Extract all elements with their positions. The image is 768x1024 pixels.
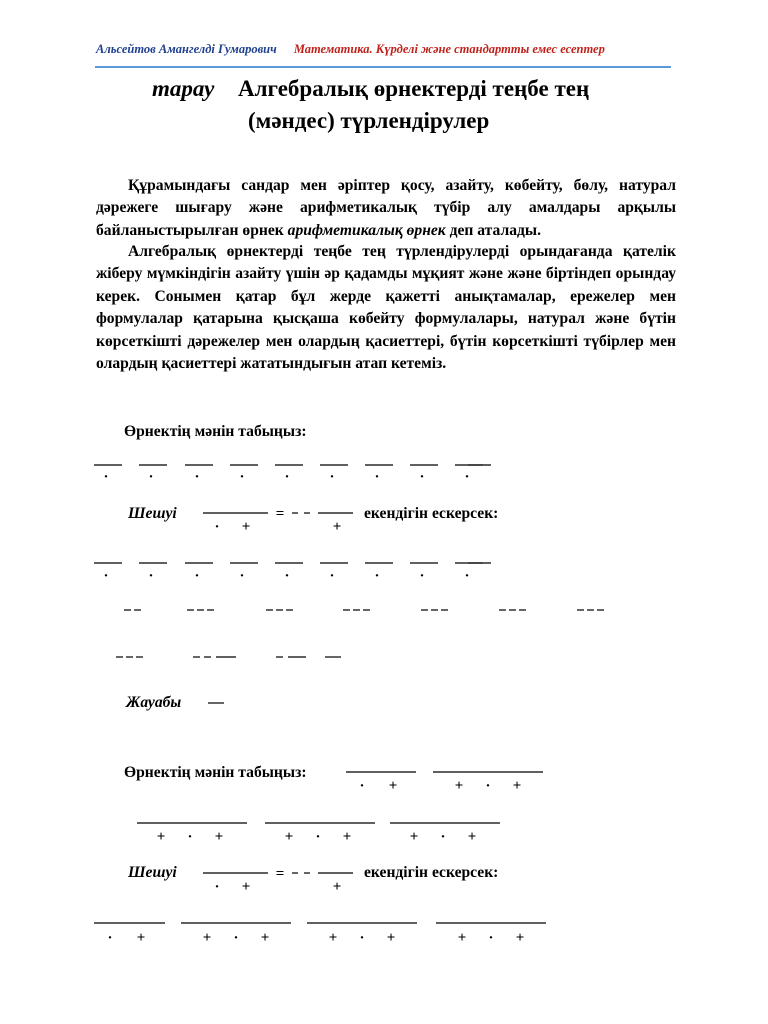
ex2-plus: + <box>454 778 464 794</box>
ex2-row2-plus: + <box>342 829 352 845</box>
subject-title: Математика. Күрделі және стандартты емес есептер <box>293 42 605 56</box>
ex1-row1-dot: · <box>374 469 380 485</box>
ex2-row3-dot: · <box>233 930 239 946</box>
intro-paragraph-2: Алгебралық өрнектерді теңбе тең түрлендірулерді орындағанда қателік жіберу мүмкіндігін азайту үшін әр қадамды мұқият және және біртіндеп орындау керек. Сонымен қатар бұл жерде қажетті анықтамалар, ережелер мен формулалар қатарына қысқаша көбейту формулалары, натурал және бүтін көрсеткішті дәрежелер мен олардың қасиеттері, бүтін көрсеткішті түбірлер мен олардың қасиеттері жататындығын атап кетеміз. <box>96 243 676 373</box>
exercise-2-prompt: Өрнектің мәнін табыңыз: <box>124 764 307 781</box>
ex2-row3-plus: + <box>515 930 525 946</box>
ex2-dot: · <box>359 778 365 794</box>
ex2-solution-plus: + <box>332 879 342 895</box>
exercise-2-solution-text: екендігін ескерсек: <box>364 864 499 881</box>
ex1-row1-dot: · <box>419 469 425 485</box>
ex2-solution-dot: · <box>214 879 220 895</box>
ex1-row2-dot: · <box>464 568 470 584</box>
ex2-row3-dot: · <box>359 930 365 946</box>
ex2-solution-plus: + <box>241 879 251 895</box>
ex2-row2-dot: · <box>187 829 193 845</box>
ex2-row2-dot: · <box>315 829 321 845</box>
chapter-title-line1: Алгебралық өрнектерді теңбе тең <box>238 76 590 101</box>
intro-paragraph-1: Құрамындағы сандар мен әріптер қосу, азайту, көбейту, бөлу, натурал дәрежеге шығару және арифметикалық түбір алу амалдары арқылы байланыстырылған өрнек арифметикалық өрнек деп аталады. <box>96 177 676 239</box>
exercise-2-solution-label: Шешуі <box>128 864 177 881</box>
ex1-row2-dot: · <box>284 568 290 584</box>
ex2-row3-plus: + <box>457 930 467 946</box>
chapter-label: тарау <box>152 76 215 101</box>
ex1-row1-dot: · <box>194 469 200 485</box>
ex2-row3-plus: + <box>386 930 396 946</box>
ex2-row2-plus: + <box>409 829 419 845</box>
exercise-1-answer-label: Жауабы <box>126 694 182 711</box>
ex1-row2-dot: · <box>419 568 425 584</box>
ex2-row3-dot: · <box>488 930 494 946</box>
ex1-row2-dot: · <box>103 568 109 584</box>
ex1-row2-dot: · <box>194 568 200 584</box>
ex1-row1-dot: · <box>103 469 109 485</box>
ex2-row2-plus: + <box>214 829 224 845</box>
ex2-solution-equals: = <box>275 866 285 882</box>
ex1-row1-dot: · <box>464 469 470 485</box>
ex1-row1-dot: · <box>239 469 245 485</box>
ex1-row1-dot: · <box>284 469 290 485</box>
ex1-solution-equals: = <box>275 506 285 522</box>
ex1-row2-dot: · <box>374 568 380 584</box>
ex2-row3-plus: + <box>328 930 338 946</box>
ex2-row2-dot: · <box>440 829 446 845</box>
ex2-row3-plus: + <box>136 930 146 946</box>
ex1-row2-dot: · <box>239 568 245 584</box>
ex1-row1-dot: · <box>329 469 335 485</box>
ex2-row3-plus: + <box>202 930 212 946</box>
chapter-title-line2: (мәндес) түрлендірулер <box>248 108 490 133</box>
ex1-solution-dot: · <box>214 519 220 535</box>
ex2-row3-plus: + <box>260 930 270 946</box>
ex1-solution-plus: + <box>241 519 251 535</box>
ex2-plus: + <box>388 778 398 794</box>
ex2-plus: + <box>512 778 522 794</box>
exercise-1-solution-label: Шешуі <box>128 505 177 522</box>
ex2-row2-plus: + <box>467 829 477 845</box>
ex1-row2-dot: · <box>329 568 335 584</box>
ex1-row1-dot: · <box>148 469 154 485</box>
ex2-row3-dot: · <box>107 930 113 946</box>
author-name: Альсейтов Амангелді Гумарович <box>96 42 277 56</box>
exercise-1-solution-text: екендігін ескерсек: <box>364 505 499 522</box>
ex1-row2-dot: · <box>148 568 154 584</box>
ex2-dot: · <box>485 778 491 794</box>
ex2-row2-plus: + <box>156 829 166 845</box>
ex1-solution-plus: + <box>332 519 342 535</box>
exercise-1-prompt: Өрнектің мәнін табыңыз: <box>124 423 307 440</box>
ex2-row2-plus: + <box>284 829 294 845</box>
term-arithmetic-expression: арифметикалық өрнек <box>287 221 446 239</box>
